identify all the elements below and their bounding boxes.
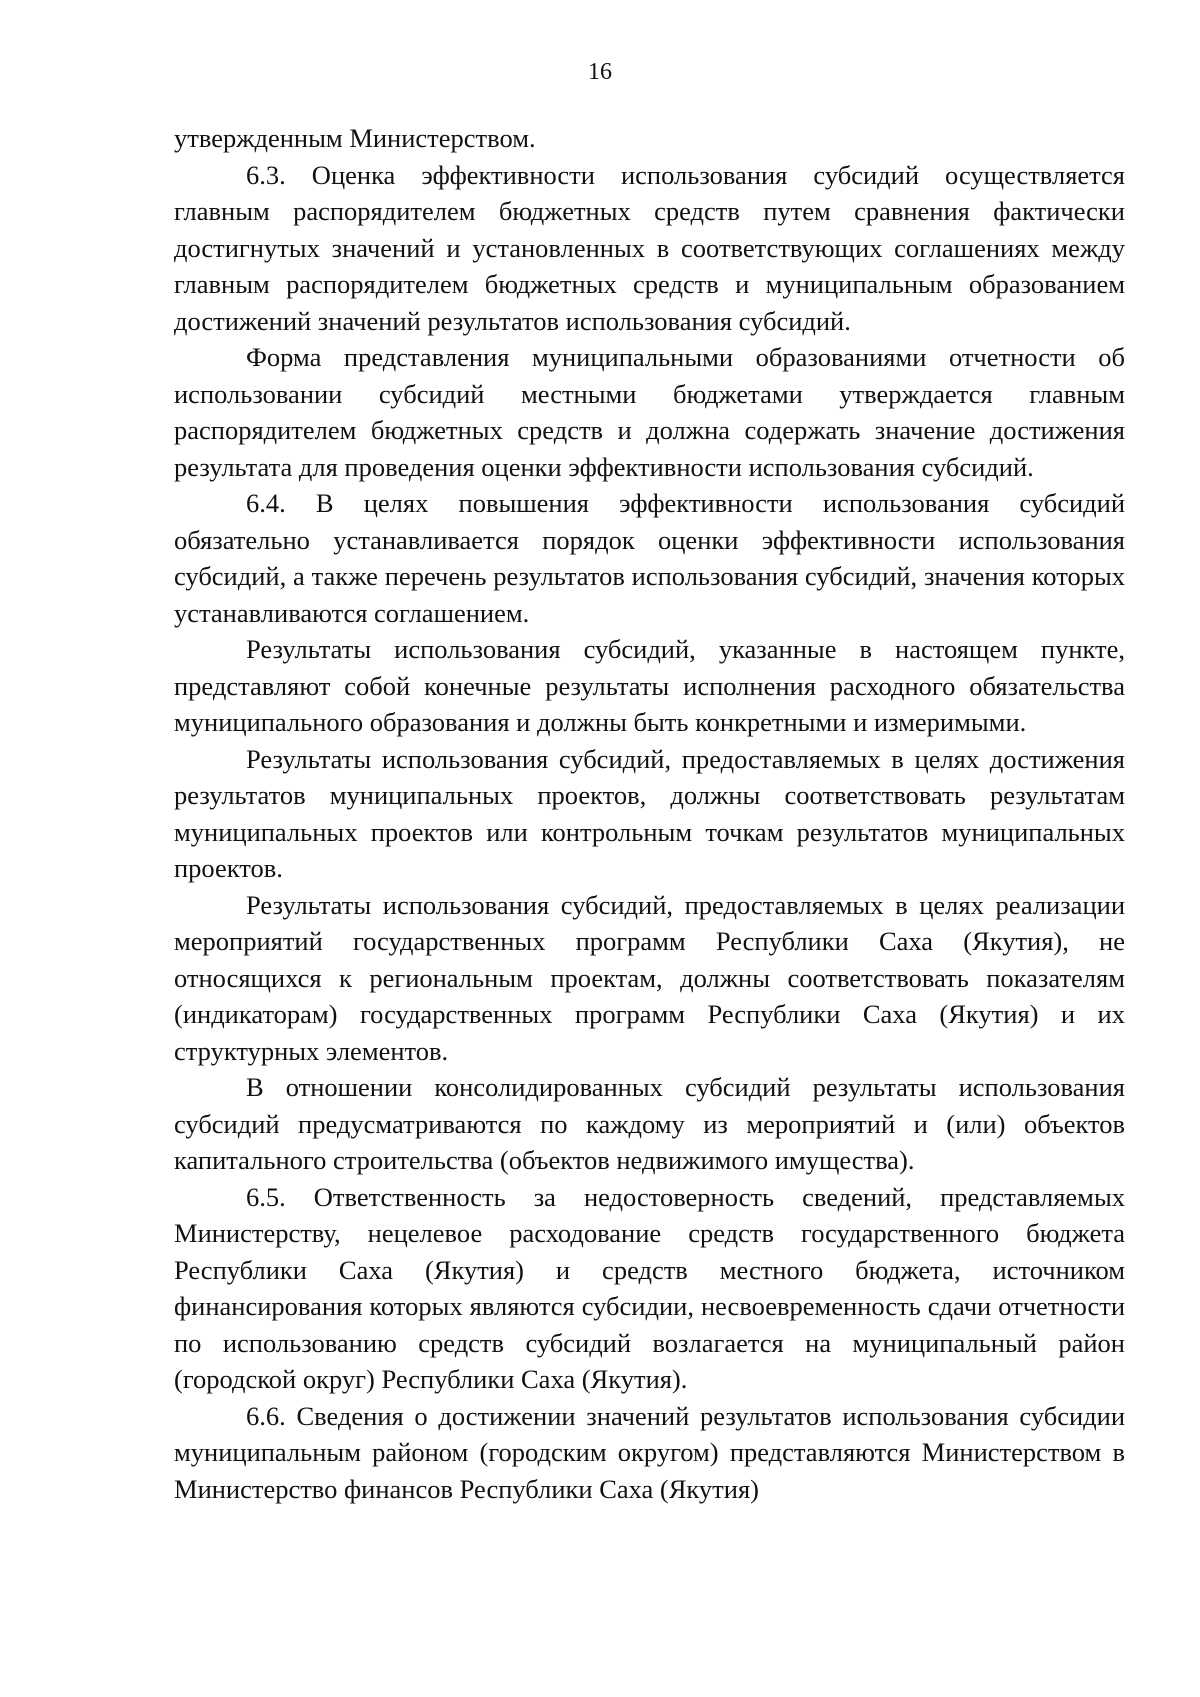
paragraph-6-3: 6.3. Оценка эффективности использования субсидий осуществляется главным распорядителем бюджетных средств путем сравнения фактически достигнутых значений и установленных в соответствующих соглашениях между главным распорядителем бюджетных средств и муниципальным образованием достижений значений результатов использования субсидий. [174,159,1125,336]
paragraph-report-form: Форма представления муниципальными образованиями отчетности об использовании субсидий местными бюджетами утверждается главным распорядителем бюджетных средств и должна содержать значение достижения результата для проведения оценки эффективности использования субсидий. [174,342,1125,482]
paragraph-consolidated-subsidies: В отношении консолидированных субсидий результаты использования субсидий предусматриваются по каждому из мероприятий и (или) объектов капитального строительства (объектов недвижимого имущества). [174,1072,1125,1175]
paragraph-continuation: утвержденным Министерством. [174,123,536,153]
document-body [174,120,1125,1507]
paragraph-6-5: 6.5. Ответственность за недостоверность сведений, представляемых Министерству, нецелевое расходование средств государственного бюджета Республики Саха (Якутия) и средств местного бюджета, источником финансирования которых являются субсидии, несвоевременность сдачи отчетности по использованию средств субсидий возлагается на муниципальный район (городской округ) Республики Саха (Якутия). [174,1181,1125,1394]
paragraph-6-6: 6.6. Сведения о достижении значений результатов использования субсидии муниципальным районом (городским округом) представляются Министерством в Министерство финансов Республики Саха (Якутия) [174,1400,1125,1504]
paragraph-results-state-programs: Результаты использования субсидий, предоставляемых в целях реализации мероприятий государственных программ Республики Саха (Якутия), не относящихся к региональным проектам, должны соответствовать показателям (индикаторам) государственных программ Республики Саха (Якутия) и их структурных элементов. [174,889,1125,1066]
paragraph-6-4: 6.4. В целях повышения эффективности использования субсидий обязательно устанавливается порядок оценки эффективности использования субсидий, а также перечень результатов использования субсидий, значения которых устанавливаются соглашением. [174,488,1125,628]
paragraph-results-specific: Результаты использования субсидий, указанные в настоящем пункте, представляют собой конечные результаты исполнения расходного обязательства муниципального образования и должны быть конкретными и измеримыми. [174,634,1125,737]
paragraph-results-municipal-projects: Результаты использования субсидий, предоставляемых в целях достижения результатов муниципальных проектов, должны соответствовать результатам муниципальных проектов или контрольным точкам результатов муниципальных проектов. [174,743,1125,883]
page-number: 16 [588,59,612,85]
